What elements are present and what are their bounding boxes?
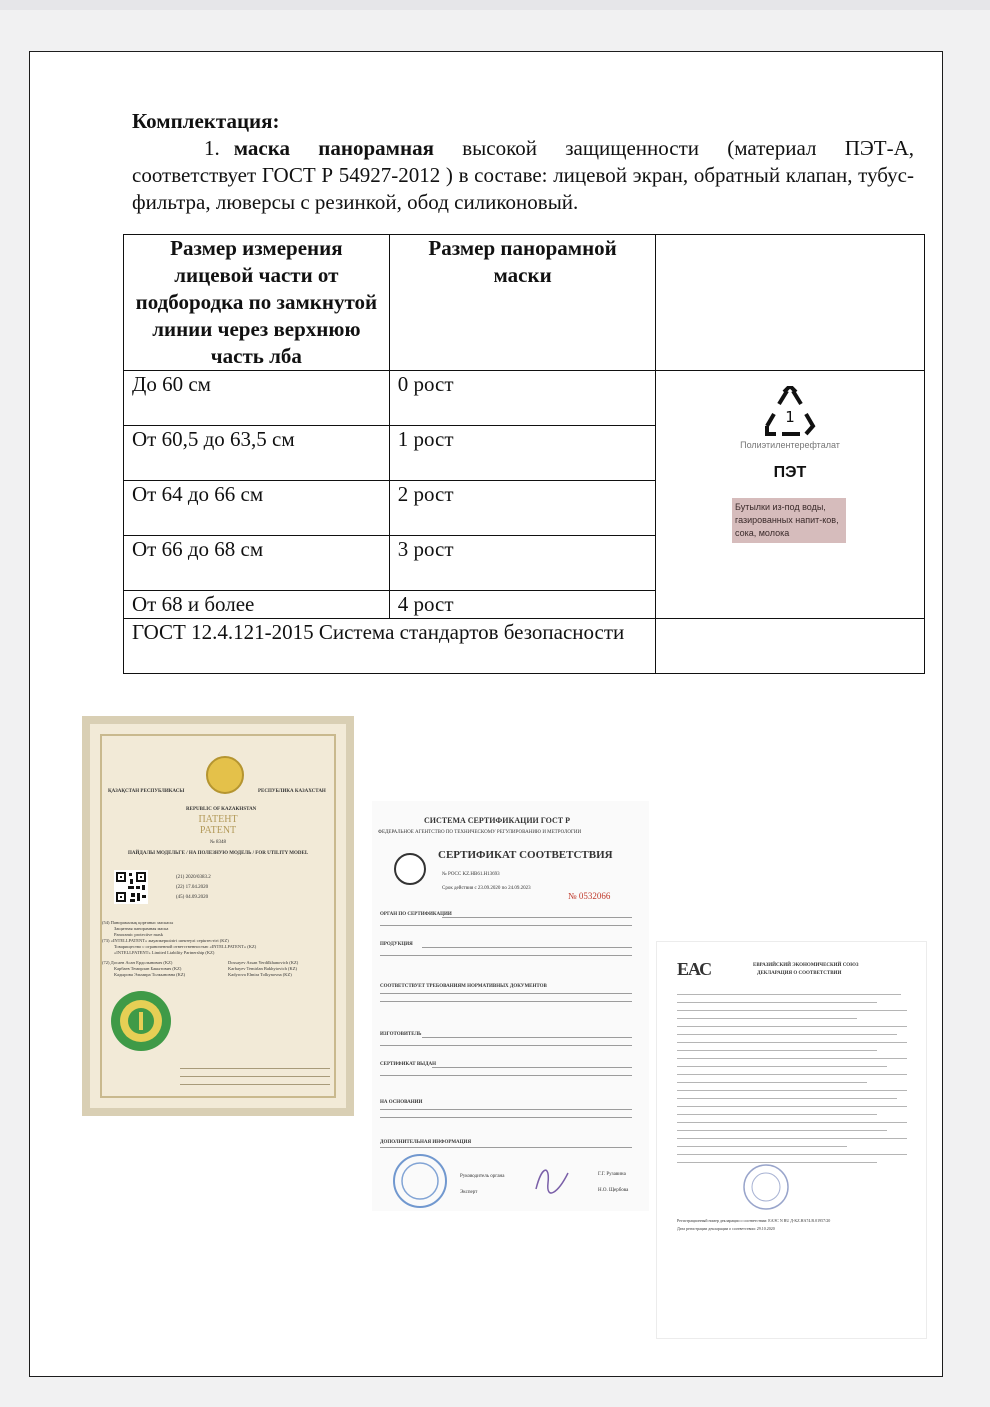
pet-code-number: 1 <box>785 408 795 426</box>
gost-section: НА ОСНОВАНИИ <box>380 1100 423 1105</box>
item-number: 1. <box>204 136 220 160</box>
eac-logo: ЕАС <box>677 959 712 979</box>
gost-signer-name: Г.Г. Рузавина <box>598 1172 626 1177</box>
cell-measure: До 60 см <box>124 371 390 426</box>
patent-seal-icon <box>110 990 172 1052</box>
gost-sign-label: Эксперт <box>460 1190 478 1195</box>
patent-country-ru: РЕСПУБЛИКА КАЗАХСТАН <box>258 789 326 794</box>
patent-author-en: Dossayev Assan Yerdilkhanovich (KZ) <box>228 960 299 965</box>
patent-desc: «INTELLPATENT» Limited Liability Partnership (KZ) <box>114 950 215 955</box>
gost-section: ИЗГОТОВИТЕЛЬ <box>380 1032 422 1037</box>
patent-country-en: REPUBLIC OF KAZAKHSTAN <box>186 807 257 812</box>
header-face-measure: Размер измерения лицевой части от подбородка по замкнутой линии через верхнюю часть лба <box>124 235 390 371</box>
patent-author: (72) Досаев Асан Ердолынович (KZ) <box>102 960 173 965</box>
patent-desc: (73) «INTELLPATENT» жауапкершілігі шектеулі серіктестігі (KZ) <box>102 938 229 943</box>
cell-measure: От 68 и более <box>124 591 390 619</box>
gost-system-title: СИСТЕМА СЕРТИФИКАЦИИ ГОСТ Р <box>424 816 570 825</box>
gost-signer-name: Н.О. Щербова <box>598 1188 629 1193</box>
patent-desc: (54) Панорамалық қорғаныс маскасы <box>102 920 174 925</box>
kit-description <box>132 108 914 216</box>
patent-author-en: Karbayev Temirlan Bakhytovich (KZ) <box>228 966 297 971</box>
section-heading: Комплектация: <box>132 109 280 133</box>
cell-size: 1 рост <box>389 426 656 481</box>
patent-country-kz: ҚАЗАҚСТАН РЕСПУБЛИКАСЫ <box>108 789 185 794</box>
table-header-row <box>124 235 925 371</box>
signature-icon <box>532 1159 572 1199</box>
eac-stamp-icon <box>741 1162 791 1212</box>
cell-size: 4 рост <box>389 591 656 619</box>
header-empty <box>656 235 925 371</box>
document-page <box>29 51 943 1377</box>
item-name: маска панорамная <box>233 136 434 160</box>
cell-size: 0 рост <box>389 371 656 426</box>
patent-certificate-image <box>82 716 354 1116</box>
cell-size: 3 рост <box>389 536 656 591</box>
eac-reg-date: Дата регистрации декларации о соответствии: 29.10.2020 <box>677 1226 775 1231</box>
gost-section: СООТВЕТСТВУЕТ ТРЕБОВАНИЯМ НОРМАТИВНЫХ ДОКУМЕНТОВ <box>380 984 547 989</box>
gost-section: ОРГАН ПО СЕРТИФИКАЦИИ <box>380 912 452 917</box>
gost-sign-label: Руководитель органа <box>460 1174 505 1179</box>
gost-serial-number: № 0532066 <box>568 891 611 901</box>
gost-section: ПРОДУКЦИЯ <box>380 942 413 947</box>
patent-title-ru: ПАТЕНТ <box>198 814 238 825</box>
patent-title-en: PATENT <box>199 825 237 836</box>
patent-author: Карбаев Темирлан Бакытович (KZ) <box>114 966 182 971</box>
cell-measure: От 66 до 68 см <box>124 536 390 591</box>
footer-empty-cell <box>656 619 925 674</box>
recycling-triangle-icon <box>762 386 818 438</box>
pet-abbreviation: ПЭТ <box>773 464 807 481</box>
pet-recycling-label <box>730 386 850 538</box>
viewer-top-bar <box>0 0 990 10</box>
header-mask-size: Размер панорамной маски <box>389 235 656 371</box>
kit-item-1 <box>132 135 914 216</box>
patent-subtitle: ПАЙДАЛЫ МОДЕЛЬГЕ / НА ПОЛЕЗНУЮ МОДЕЛЬ / FOR UTILITY MODEL <box>128 851 309 856</box>
item-description: высокой защищенности (материал ПЭТ-А, соответствует ГОСТ Р 54927-2012 ) в составе: лицевой экран, обратный клапан, тубус-фильтра, люверсы с резинкой, обод силиконовый. <box>132 136 914 214</box>
patent-field: (22) 17.04.2020 <box>176 885 209 890</box>
eac-title: ДЕКЛАРАЦИЯ О СООТВЕТСТВИИ <box>757 971 842 976</box>
patent-author-en: Kadyrova Elmira Tolkynovna (KZ) <box>228 972 292 977</box>
eac-reg-number: Регистрационный номер декларации о соответствии: ЕАЭС N RU Д-KZ.НА74.В.01957/20 <box>677 1218 831 1223</box>
patent-field: (45) 04.09.2020 <box>176 895 209 900</box>
gost-cert-number: № РОСС KZ.НВ61.Н13693 <box>442 872 500 877</box>
eac-union: ЕВРАЗИЙСКИЙ ЭКОНОМИЧЕСКИЙ СОЮЗ <box>753 963 859 968</box>
gost-cert-dates: Срок действия с 23.09.2020 по 24.09.2023 <box>442 886 531 891</box>
cell-measure: От 60,5 до 63,5 см <box>124 426 390 481</box>
eac-declaration-image <box>656 941 927 1339</box>
patent-number: № 8348 <box>209 840 227 845</box>
gost-standard-cell: ГОСТ 12.4.121-2015 Система стандартов безопасности <box>124 619 656 674</box>
table-footer-row <box>124 619 925 674</box>
rst-mark-icon <box>394 853 426 885</box>
gost-section: ДОПОЛНИТЕЛЬНАЯ ИНФОРМАЦИЯ <box>380 1140 472 1145</box>
patent-desc: Товарищество с ограниченной ответственностью «INTELLPATENT» (KZ) <box>114 944 257 949</box>
cell-measure: От 64 до 66 см <box>124 481 390 536</box>
kazakhstan-emblem-icon <box>206 756 244 794</box>
pet-material-name: Полиэтилентерефталат <box>740 440 840 450</box>
qr-code-icon <box>114 870 148 904</box>
gost-cert-title: СЕРТИФИКАТ СООТВЕТСТВИЯ <box>438 849 613 861</box>
patent-author: Кадырова Эльмира Толкыновна (KZ) <box>114 972 186 977</box>
patent-desc: Защитная панорамная маска <box>114 926 169 931</box>
patent-desc: Panoramic protective mask <box>114 932 163 937</box>
gost-section: СЕРТИФИКАТ ВЫДАН <box>380 1062 437 1067</box>
cell-size: 2 рост <box>389 481 656 536</box>
pet-usage-note: Бутылки из-под воды, газированных напит-ков, сока, молока <box>732 498 846 543</box>
blue-stamp-icon <box>392 1153 448 1209</box>
patent-field: (21) 2020/0383.2 <box>176 875 211 880</box>
gost-agency: ФЕДЕРАЛЬНОЕ АГЕНТСТВО ПО ТЕХНИЧЕСКОМУ РЕГУЛИРОВАНИЮ И МЕТРОЛОГИИ <box>378 830 582 835</box>
gost-certificate-image <box>372 801 649 1211</box>
